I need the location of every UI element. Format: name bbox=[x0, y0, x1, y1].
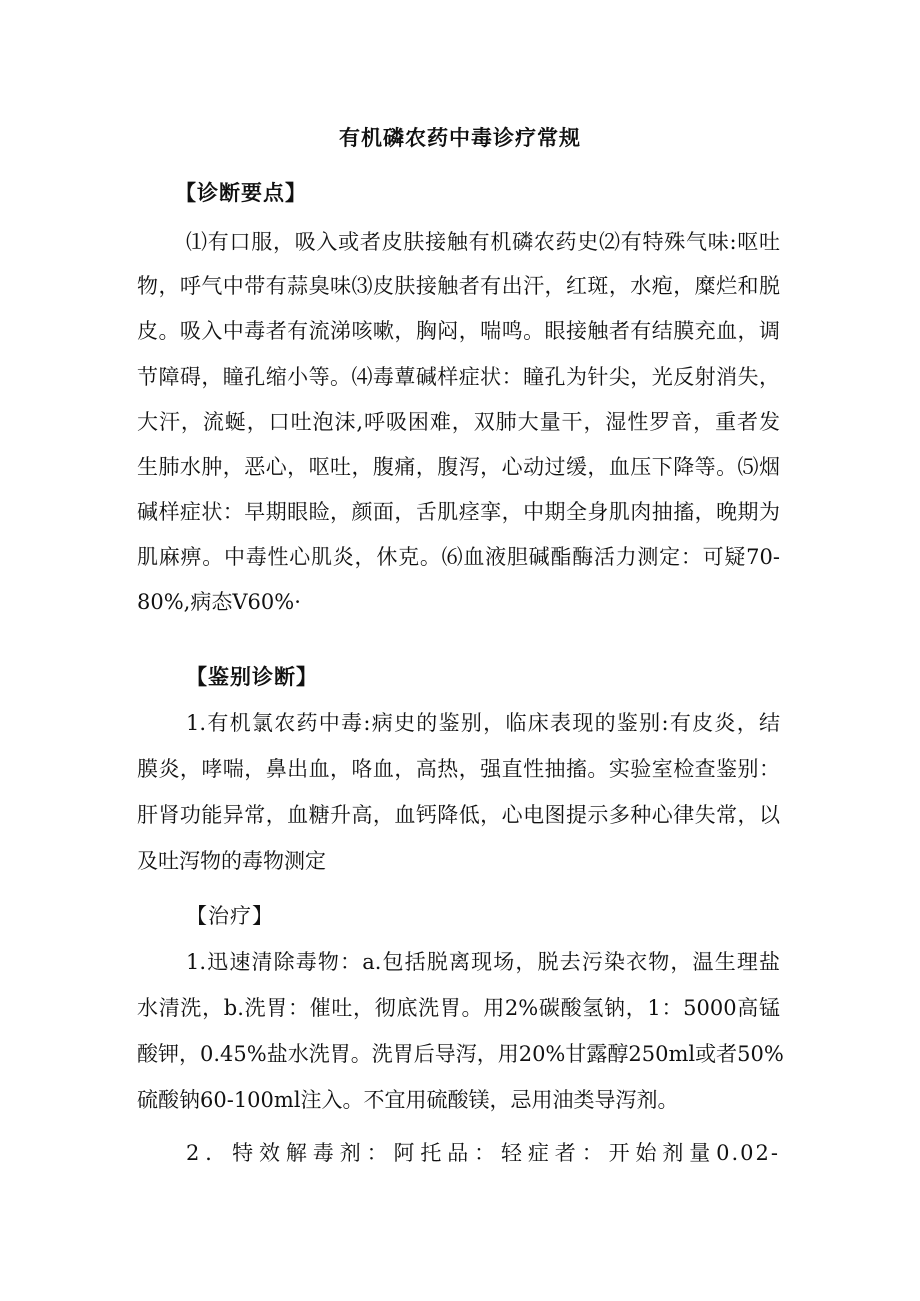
paragraph-line: 酸钾，0.45%盐水洗胃。洗胃后导泻，用20%甘露醇250ml或者50% bbox=[137, 1042, 784, 1066]
paragraph-line: 肝肾功能异常，血糖升高，血钙降低，心电图提示多种心律失常，以 bbox=[137, 803, 780, 827]
paragraph-line: 肌麻痹。中毒性心肌炎，休克。⑹血液胆碱酯酶活力测定：可疑70- bbox=[137, 545, 780, 569]
paragraph-line: 水清洗，b.洗胃：催吐，彻底洗胃。用2%碳酸氢钠，1：5000高锰 bbox=[137, 996, 780, 1020]
paragraph-line: 1.迅速清除毒物：a.包括脱离现场，脱去污染衣物，温生理盐 bbox=[186, 950, 780, 974]
paragraph-line: 节障碍，瞳孔缩小等。⑷毒蕈碱样症状：瞳孔为针尖，光反射消失， bbox=[137, 365, 780, 389]
section-heading-treatment: 【治疗】 bbox=[186, 904, 274, 928]
paragraph-line: 硫酸钠60-100ml注入。不宜用硫酸镁，忌用油类导泻剂。 bbox=[137, 1088, 679, 1112]
section-heading-diagnosis: 【诊断要点】 bbox=[175, 180, 307, 205]
paragraph-line: 大汗，流蜒，口吐泡沫,呼吸困难，双肺大量干，湿性罗音，重者发 bbox=[137, 410, 780, 434]
section-heading-differential: 【鉴别诊断】 bbox=[186, 664, 318, 689]
paragraph-line: 2．特效解毒剂：阿托品：轻症者：开始剂量0.02- bbox=[186, 1141, 780, 1165]
paragraph-line: 生肺水肿，恶心，呕吐，腹痛，腹泻，心动过缓，血压下降等。⑸烟 bbox=[137, 455, 780, 479]
paragraph-line: 1.有机氯农药中毒:病史的鉴别，临床表现的鉴别:有皮炎，结 bbox=[186, 711, 780, 735]
paragraph-line: 碱样症状：早期眼睑，颜面，舌肌痉挛，中期全身肌肉抽搐，晚期为 bbox=[137, 500, 780, 524]
document-title: 有机磷农药中毒诊疗常规 bbox=[339, 125, 581, 150]
paragraph-line: 皮。吸入中毒者有流涕咳嗽，胸闷，喘鸣。眼接触者有结膜充血，调 bbox=[137, 319, 780, 343]
paragraph-line: 膜炎，哮喘，鼻出血，咯血，高热，强直性抽搐。实验室检查鉴别： bbox=[137, 757, 780, 781]
paragraph-line: 80%,病态V60%· bbox=[137, 590, 301, 614]
paragraph-line: 物，呼气中带有蒜臭味⑶皮肤接触者有出汗，红斑，水疱，糜烂和脱 bbox=[137, 274, 780, 298]
paragraph-line: ⑴有口服，吸入或者皮肤接触有机磷农药史⑵有特殊气味:呕吐 bbox=[186, 230, 780, 254]
paragraph-line: 及吐泻物的毒物测定 bbox=[137, 849, 326, 873]
